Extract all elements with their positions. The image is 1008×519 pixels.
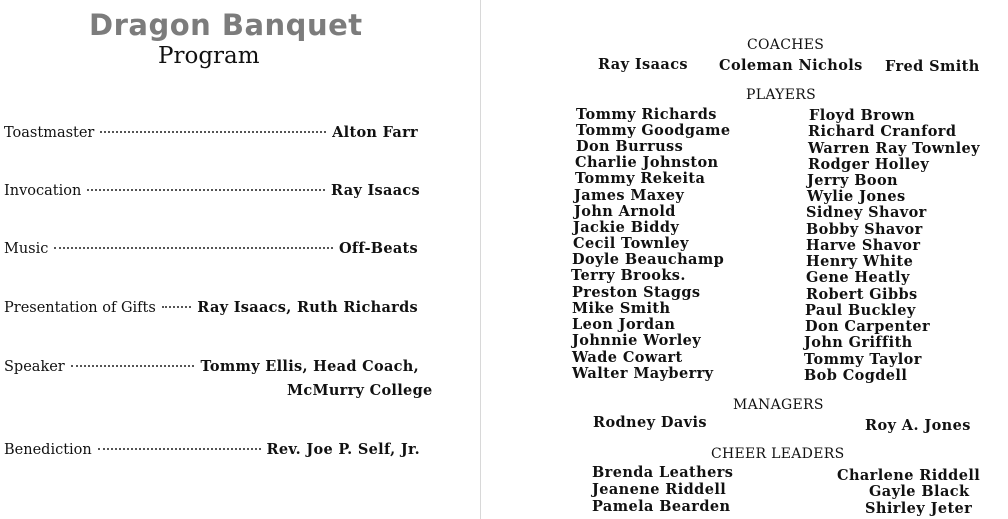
managers-heading: MANAGERS [733, 397, 824, 413]
roster-page [483, 0, 1008, 519]
program-item-label: Toastmaster [4, 125, 95, 141]
player-name: Henry White [806, 253, 914, 270]
player-name: Walter Mayberry [572, 365, 714, 382]
dot-leader [100, 131, 326, 133]
player-name: Tommy Goodgame [576, 122, 731, 139]
banquet-title: Dragon Banquet [89, 8, 363, 42]
player-name: Bob Cogdell [804, 367, 908, 384]
manager-name: Rodney Davis [593, 414, 707, 431]
cheer-leaders-heading: CHEER LEADERS [711, 446, 845, 462]
coach-name: Fred Smith [885, 58, 980, 75]
player-name: Wade Cowart [572, 349, 683, 366]
player-name: Doyle Beauchamp [572, 251, 725, 268]
player-name: Johnnie Worley [572, 332, 702, 349]
page-fold [480, 0, 481, 519]
dot-leader [98, 448, 261, 450]
player-name: Leon Jordan [572, 316, 676, 333]
player-name: Gene Heatly [806, 269, 910, 286]
program-item-value: Ray Isaacs [331, 182, 420, 199]
program-item-value: Alton Farr [332, 124, 418, 141]
player-name: Rodger Holley [808, 156, 930, 173]
player-name: Cecil Townley [573, 235, 689, 252]
player-name: Wylie Jones [807, 188, 906, 205]
player-name: Don Carpenter [805, 318, 931, 335]
player-name: John Arnold [574, 203, 676, 220]
player-name: Don Burruss [576, 138, 684, 155]
program-item-label: Music [4, 241, 49, 257]
player-name: Tommy Taylor [804, 351, 922, 368]
player-name: Robert Gibbs [806, 286, 918, 303]
program-item-invocation [4, 182, 420, 199]
player-name: Floyd Brown [809, 107, 916, 124]
coach-name: Coleman Nichols [719, 57, 863, 74]
player-name: John Griffith [804, 334, 913, 351]
coach-name: Ray Isaacs [598, 56, 688, 73]
players-heading: PLAYERS [746, 87, 816, 103]
program-item-toastmaster [4, 124, 418, 141]
player-name: Tommy Richards [576, 106, 717, 123]
dot-leader [71, 365, 195, 367]
player-name: Bobby Shavor [806, 221, 923, 238]
program-item-label: Speaker [4, 359, 65, 375]
cheer-leader-name: Gayle Black [869, 483, 970, 500]
cheer-leader-name: Charlene Riddell [837, 467, 981, 484]
program-item-value: Rev. Joe P. Self, Jr. [266, 441, 420, 458]
player-name: Sidney Shavor [806, 204, 927, 221]
program-item-gifts [4, 299, 418, 316]
player-name: Richard Cranford [808, 123, 957, 140]
player-name: Preston Staggs [572, 284, 701, 301]
program-heading: Program [158, 43, 260, 69]
cheer-leader-name: Brenda Leathers [592, 464, 734, 481]
program-item-music [4, 240, 418, 257]
program-item-label: Presentation of Gifts [4, 300, 156, 316]
program-item-value: Tommy Ellis, Head Coach, [200, 358, 419, 375]
player-name: James Maxey [574, 187, 685, 204]
program-item-label: Invocation [4, 183, 82, 199]
player-name: Terry Brooks. [571, 267, 686, 284]
player-name: Jerry Boon [807, 172, 898, 189]
player-name: Paul Buckley [805, 302, 916, 319]
program-item-benediction [4, 441, 420, 458]
player-name: Jackie Biddy [573, 219, 680, 236]
cheer-leader-name: Shirley Jeter [865, 500, 973, 517]
program-page [0, 0, 478, 519]
program-item-value: Ray Isaacs, Ruth Richards [197, 299, 418, 316]
cheer-leader-name: Jeanene Riddell [592, 481, 727, 498]
player-name: Charlie Johnston [575, 154, 719, 171]
program-item-label: Benediction [4, 442, 92, 458]
player-name: Warren Ray Townley [808, 140, 980, 157]
coaches-heading: COACHES [747, 37, 825, 53]
manager-name: Roy A. Jones [865, 417, 971, 434]
dot-leader [162, 306, 191, 308]
player-name: Tommy Rekeita [575, 170, 706, 187]
program-item-speaker [4, 358, 419, 375]
cheer-leader-name: Pamela Bearden [592, 498, 731, 515]
program-item-value: Off-Beats [338, 240, 418, 257]
player-name: Harve Shavor [806, 237, 921, 254]
dot-leader [87, 189, 325, 191]
dot-leader [54, 247, 333, 249]
speaker-affiliation: McMurry College [287, 382, 433, 399]
player-name: Mike Smith [572, 300, 671, 317]
